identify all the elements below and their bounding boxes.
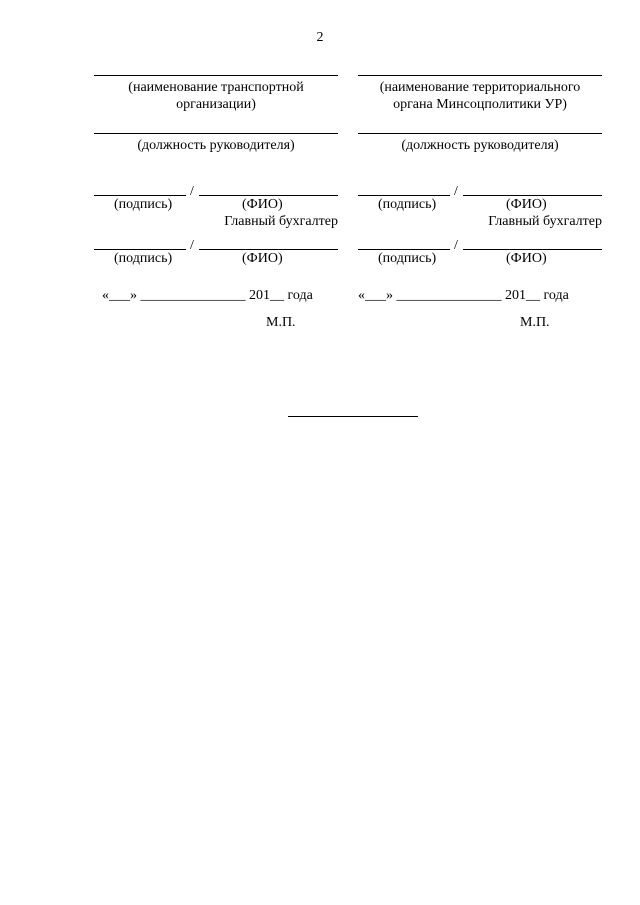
slash-separator: / (454, 238, 458, 253)
signature-caption: (подпись) (114, 251, 173, 266)
org-name-caption-line-2: организации) (176, 97, 256, 112)
signature-caption: (подпись) (378, 197, 437, 212)
slash-separator: / (454, 184, 458, 199)
fio-caption: (ФИО) (242, 251, 283, 266)
director-signature-captions (358, 196, 602, 213)
signature-caption: (подпись) (114, 197, 173, 212)
position-line (358, 133, 602, 134)
accountant-signature-captions (358, 250, 602, 267)
director-signature-row (94, 178, 338, 199)
position-caption: (должность руководителя) (401, 138, 559, 153)
stamp-place: М.П. (520, 315, 550, 330)
org-name-line (94, 75, 338, 76)
director-signature-row (358, 178, 602, 199)
chief-accountant-label: Главный бухгалтер (488, 214, 602, 229)
end-of-document-line (288, 416, 418, 417)
position-line (94, 133, 338, 134)
org-name-caption-line-2: органа Минсоцполитики УР) (393, 97, 567, 112)
fio-caption: (ФИО) (242, 197, 283, 212)
accountant-signature-captions (94, 250, 338, 267)
org-name-line (358, 75, 602, 76)
slash-separator: / (190, 184, 194, 199)
right-signature-block (358, 66, 602, 330)
page-number: 2 (316, 30, 324, 45)
position-caption: (должность руководителя) (137, 138, 295, 153)
org-name-caption-line-1: (наименование транспортной (128, 80, 304, 95)
stamp-place: М.П. (266, 315, 296, 330)
left-signature-block (94, 66, 338, 330)
accountant-signature-row (358, 232, 602, 253)
org-name-caption-line-1: (наименование территориального (379, 80, 581, 95)
slash-separator: / (190, 238, 194, 253)
chief-accountant-label: Главный бухгалтер (224, 214, 338, 229)
fio-caption: (ФИО) (506, 251, 547, 266)
date-field: «___» _______________ 201__ года (102, 288, 313, 303)
date-field: «___» _______________ 201__ года (358, 288, 569, 303)
signature-caption: (подпись) (378, 251, 437, 266)
accountant-signature-row (94, 232, 338, 253)
director-signature-captions (94, 196, 338, 213)
fio-caption: (ФИО) (506, 197, 547, 212)
